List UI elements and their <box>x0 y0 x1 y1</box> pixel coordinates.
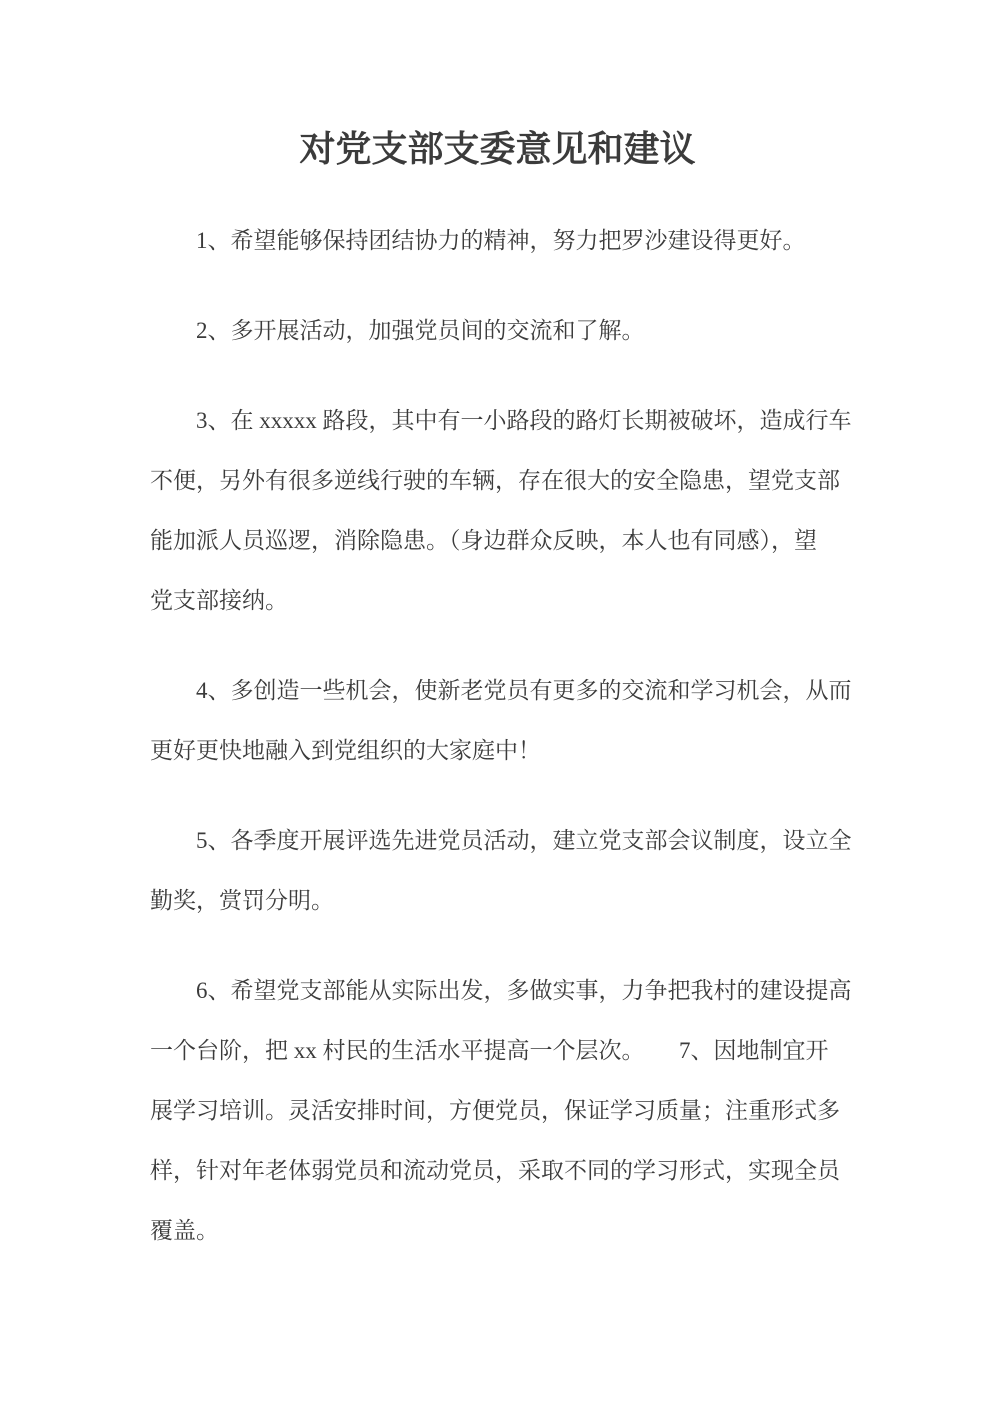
text-line: 2、多开展活动，加强党员间的交流和了解。 <box>196 318 645 343</box>
paragraph <box>150 811 852 931</box>
document-title: 对党支部支委意见和建议 <box>299 129 696 169</box>
text-line: 覆盖。 <box>150 1218 219 1243</box>
text-line: 6、希望党支部能从实际出发，多做实事，力争把我村的建设提高 <box>196 978 852 1003</box>
text-line: 更好更快地融入到党组织的大家庭中！ <box>150 738 541 763</box>
text-line: 1、希望能够保持团结协力的精神，努力把罗沙建设得更好。 <box>196 228 806 253</box>
text-line: 一个台阶，把 xx 村民的生活水平提高一个层次。 7、因地制宜开 <box>150 1038 829 1063</box>
paragraph <box>150 211 845 271</box>
text-line: 5、各季度开展评选先进党员活动，建立党支部会议制度，设立全 <box>196 828 852 853</box>
paragraph <box>150 661 852 781</box>
paragraph <box>150 301 845 361</box>
text-line: 样，针对年老体弱党员和流动党员，采取不同的学习形式，实现全员 <box>150 1158 840 1183</box>
text-line: 3、在 xxxxx 路段，其中有一小路段的路灯长期被破坏，造成行车 <box>196 408 852 433</box>
document-body <box>150 211 852 1261</box>
paragraph <box>150 961 852 1261</box>
text-line: 能加派人员巡逻，消除隐患。（身边群众反映，本人也有同感），望 <box>150 528 817 553</box>
text-line: 4、多创造一些机会，使新老党员有更多的交流和学习机会，从而 <box>196 678 852 703</box>
text-line: 不便，另外有很多逆线行驶的车辆，存在很大的安全隐患，望党支部 <box>150 468 840 493</box>
paragraph <box>150 391 852 631</box>
text-line: 勤奖，赏罚分明。 <box>150 888 334 913</box>
text-line: 展学习培训。灵活安排时间，方便党员，保证学习质量；注重形式多 <box>150 1098 840 1123</box>
text-line: 党支部接纳。 <box>150 588 288 613</box>
